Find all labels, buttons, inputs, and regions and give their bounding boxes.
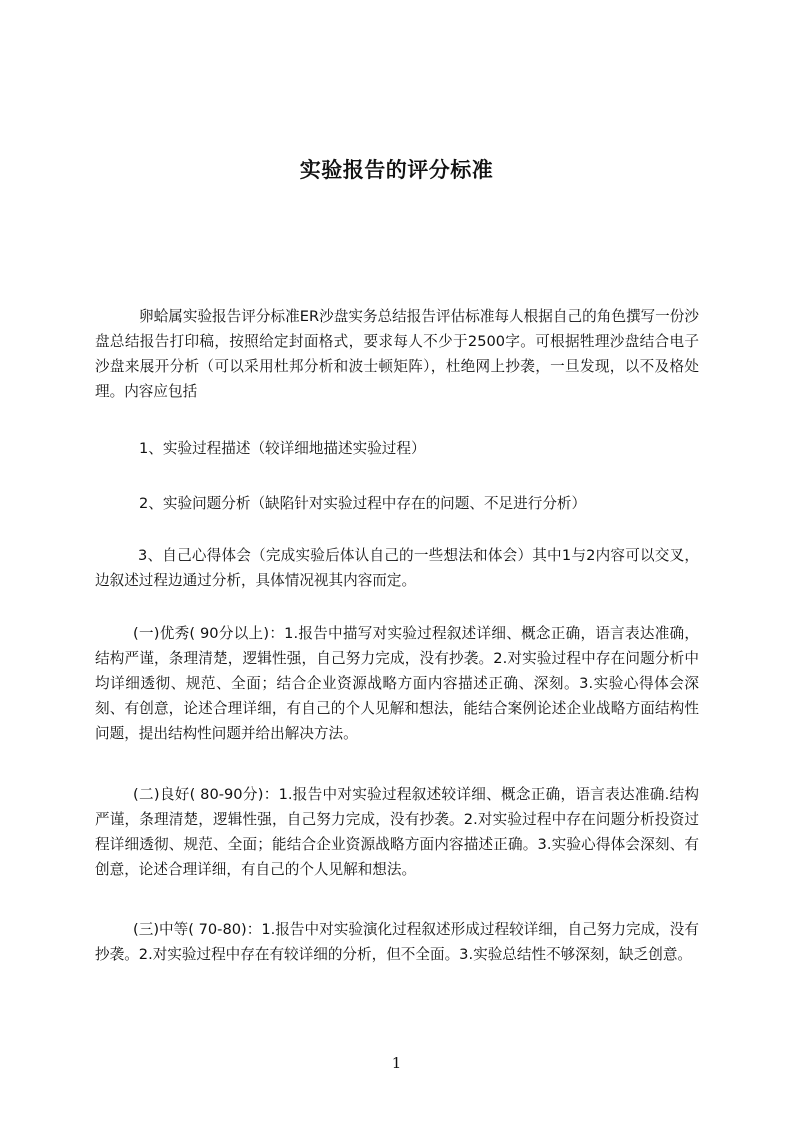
item-process-description: 1、实验过程描述（较详细地描述实验过程） (139, 439, 426, 457)
intro-paragraph: 卵蛤属实验报告评分标准ER沙盘实务总结报告评估标准每人根据自己的角色撰写一份沙盘总结报告打印稿，按照给定封面格式，要求每人不少于2500字。可根据牲理沙盘结合电子沙盘来展开分析（可以采用杜邦分析和波士顿矩阵），杜绝网上抄袭，一旦发现，以不及格处理。内容应包括 (95, 307, 699, 400)
item-problem-analysis: 2、实验问题分析（缺陷针对实验过程中存在的问题、不足进行分析） (139, 494, 587, 512)
item-reflection: 3、自己心得体会（完成实验后体认自己的一些想法和体会）其中1与2内容可以交叉，边叙述过程边通过分析，具体情况视其内容而定。 (95, 546, 699, 589)
page-number: 1 (391, 1054, 402, 1072)
grade-medium-paragraph: (三)中等( 70-80)：1.报告中对实验演化过程叙述形成过程较详细，自己努力完成，没有抄袭。2.对实验过程中存在有较详细的分析，但不全面。3.实验总结性不够深刻，缺乏创意。 (95, 920, 699, 963)
page-title: 实验报告的评分标准 (299, 158, 494, 183)
grade-good-paragraph: (二)良好( 80-90分)：1.报告中对实验过程叙述较详细、概念正确，语言表达准确.结构严谨，条理清楚，逻辑性强，自己努力完成，没有抄袭。2.对实验过程中存在问题分析投资过程详细透彻、规范、全面；能结合企业资源战略方面内容描述正确。3.实验心得体会深刻、有创意，论述合理详细，有自己的个人见解和想法。 (95, 785, 699, 878)
grade-excellent-paragraph: (一)优秀( 90分以上)：1.报告中描写对实验过程叙述详细、概念正确，语言表达准确，结构严谨，条理清楚，逻辑性强，自己努力完成，没有抄袭。2.对实验过程中存在问题分析中均详细透彻、规范、全面；结合企业资源战略方面内容描述正确、深刻。3.实验心得体会深刻、有创意，论述合理详细，有自己的个人见解和想法，能结合案例论述企业战略方面结构性问题，提出结构性问题并给出解决方法。 (95, 624, 699, 742)
